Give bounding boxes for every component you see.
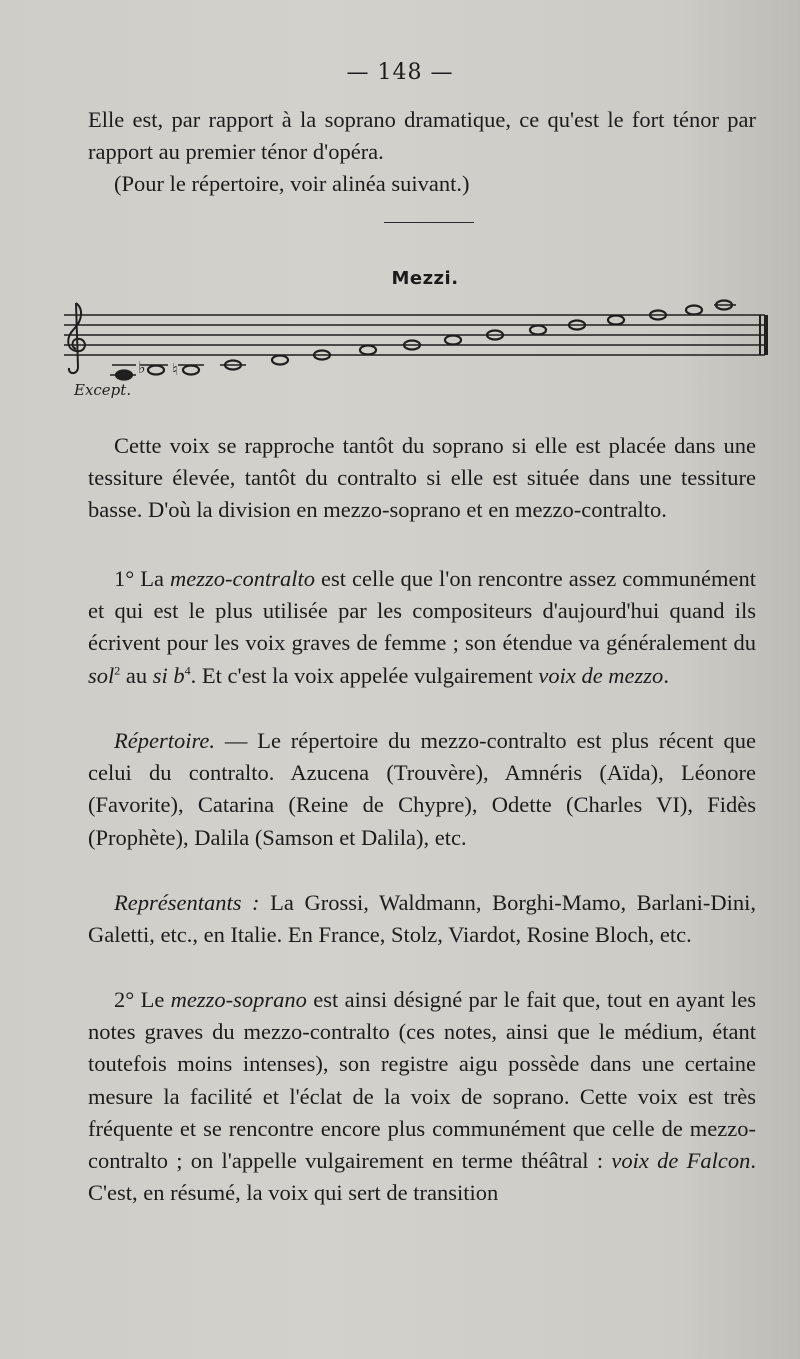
treble-clef-icon [68, 303, 85, 373]
note-octave: 4 [184, 663, 191, 678]
list-number: 2° Le [114, 987, 171, 1012]
paragraph-mezzo-soprano [88, 984, 756, 1209]
text: au [120, 662, 153, 688]
list-number: 1° La [114, 566, 171, 591]
page-number: — 148 — [346, 60, 454, 85]
scale-notes [116, 301, 736, 380]
term: voix de mezzo [538, 662, 664, 688]
svg-text:♭: ♭ [138, 358, 146, 377]
paragraph-repertoire [88, 725, 756, 854]
text: — Le répertoire du mezzo-contralto est plus récent que celui du contralto. Azucena (Trouvère), Amnéris (Aïda), Léonore (Favorite), Catarina (Reine de Chypre), Odette (Charles VI), Fidès (Prophète), Dalila (Samson et Dalila), etc. [88, 728, 756, 850]
text: . Et c'est la voix appelée vulgairement [190, 662, 539, 688]
label: Représentants : [114, 890, 260, 915]
paragraph-mezzo-contralto [88, 563, 756, 692]
note-octave: 2 [114, 663, 121, 678]
staff-annotation: Except. [74, 381, 132, 399]
section-title: Mezzi. [391, 268, 459, 289]
text: . [663, 662, 669, 688]
intro-line-1: Elle est, par rapport à la soprano dramatique, ce qu'est le fort ténor par rapport au premier ténor d'opéra. [88, 107, 756, 165]
text: La Grossi, Waldmann, Borghi-Mamo, Barlani-Dini, Galetti, etc., en Italie. En France, Stolz, Viardot, Rosine Bloch, etc. [88, 890, 757, 948]
text: est celle que l'on rencontre assez communément et qui est le plus utilisée par les compositeurs d'aujourd'hui quand ils écrivent pour les voix graves de femme ; son étendue va généralement du [88, 566, 756, 656]
term: voix de Falcon [611, 1148, 751, 1174]
intro-line-2: (Pour le répertoire, voir alinéa suivant.) [114, 171, 470, 197]
term: mezzo-contralto [170, 566, 316, 591]
music-staff [60, 295, 772, 405]
section-divider [384, 222, 474, 223]
note: si b [152, 662, 185, 688]
svg-text:♮: ♮ [172, 360, 178, 379]
intro-paragraph [88, 104, 756, 201]
note: sol [88, 662, 115, 688]
text: est ainsi désigné par le fait que, tout en ayant les notes graves du mezzo-contralto (ces notes, ainsi que le médium, étant toutefois moins intenses), son registre aigu possède dans une certaine mesure la facilité et l'éclat de la voix de soprano. Cette voix est très fréquente et se rencontre encore plus communément que celle de mezzo-contralto ; on l'appelle vulgairement en terme théâtral : [88, 987, 756, 1174]
text: . C'est, en résumé, la voix qui sert de transition [88, 1148, 756, 1206]
label: Répertoire. [114, 728, 216, 753]
paragraph-1: Cette voix se rapproche tantôt du soprano si elle est placée dans une tessiture élevée, tantôt du contralto si elle est située dans une tessiture basse. D'où la division en mezzo-soprano et en mezzo-contralto. [88, 433, 756, 523]
paragraph-representants [88, 887, 756, 951]
term: mezzo-soprano [170, 987, 307, 1012]
